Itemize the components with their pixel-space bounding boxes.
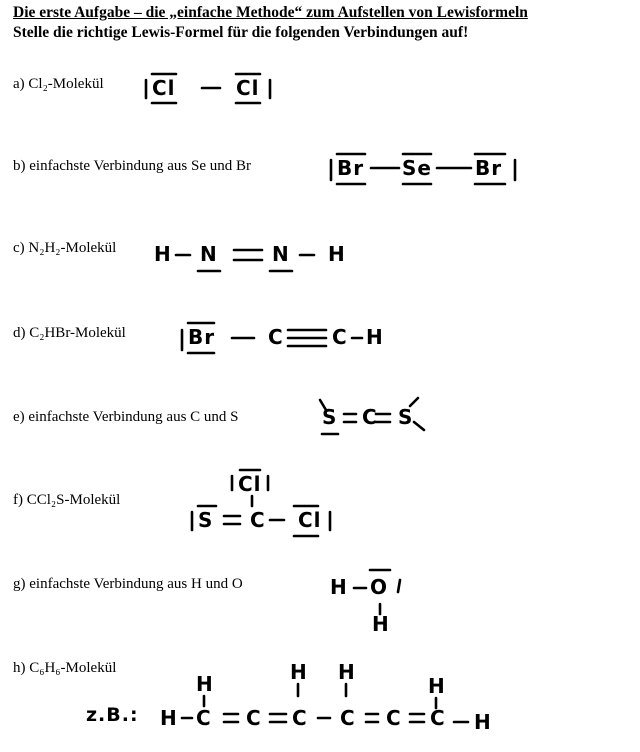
answer-b-se: Se	[402, 156, 432, 180]
answer-a-cl-right: Cl	[236, 76, 260, 100]
answer-h-h-top-4: H	[338, 660, 356, 684]
answer-h-h-right: H	[474, 710, 492, 734]
answer-g-h-left: H	[330, 575, 348, 599]
answer-g-bonds	[326, 566, 416, 642]
answer-b-br-right: Br	[475, 156, 503, 180]
answer-h-h-top-3: H	[290, 660, 308, 684]
task-c-label: c) N₂H₂-Molekül	[13, 240, 117, 256]
answer-h-c-3: C	[292, 706, 308, 730]
answer-g-h-bottom: H	[372, 612, 390, 636]
task-b-label: b) einfachste Verbindung aus Se und Br	[13, 158, 252, 174]
answer-h-c-4: C	[340, 706, 356, 730]
answer-e-c: C	[362, 405, 378, 429]
answer-h-c-5: C	[386, 706, 402, 730]
page-title: Die erste Aufgabe – die „einfache Methode“ zum Aufstellen von Lewisformeln	[13, 4, 528, 21]
answer-h-c-6: C	[430, 706, 446, 730]
answer-f-cl-right: Cl	[298, 508, 322, 532]
answer-h-h-top-1: H	[196, 672, 214, 696]
answer-f-bonds	[188, 466, 338, 542]
answer-b-br-left: Br	[337, 156, 365, 180]
answer-h-h-top-6: H	[428, 674, 446, 698]
answer-f-s: S	[198, 508, 214, 532]
answer-h-h-left: H	[160, 706, 178, 730]
answer-c-bonds	[150, 235, 360, 275]
answer-h-c-2: C	[246, 706, 262, 730]
answer-f-cl-top: Cl	[238, 472, 262, 496]
answer-b-bonds	[325, 148, 525, 188]
answer-d-h: H	[366, 325, 384, 349]
answer-e-s-right: S	[398, 405, 414, 429]
answer-d-br: Br	[188, 325, 216, 349]
task-d-label: d) C₂HBr-Molekül	[13, 325, 126, 341]
answer-d-c-right: C	[332, 325, 348, 349]
answer-d-c-left: C	[268, 325, 284, 349]
task-instruction: Stelle die richtige Lewis-Formel für die folgenden Verbindungen auf!	[13, 24, 469, 41]
answer-h-c-1: C	[196, 706, 212, 730]
answer-a-lone-pairs	[140, 68, 280, 108]
task-h-label: h) C₆H₆-Molekül	[13, 660, 117, 676]
answer-g-o: O	[370, 575, 389, 599]
answer-a-cl-left: Cl	[152, 76, 176, 100]
task-g-label: g) einfachste Verbindung aus H und O	[13, 576, 243, 592]
answer-c-h-left: H	[154, 242, 172, 266]
task-f-label: f) CCl₂S-Molekül	[13, 492, 121, 508]
answer-c-n-left: N	[200, 242, 218, 266]
answer-e-bonds	[314, 396, 434, 440]
answer-f-c: C	[250, 508, 266, 532]
answer-c-h-right: H	[328, 242, 346, 266]
answer-h-bonds	[150, 660, 490, 736]
task-a-label: a) Cl₂-Molekül	[13, 76, 104, 92]
task-e-label: e) einfachste Verbindung aus C und S	[13, 409, 239, 425]
answer-c-n-right: N	[272, 242, 290, 266]
answer-h-prefix: z.B.:	[86, 704, 139, 726]
answer-e-s-left: S	[322, 405, 338, 429]
answer-d-bonds	[176, 318, 386, 358]
